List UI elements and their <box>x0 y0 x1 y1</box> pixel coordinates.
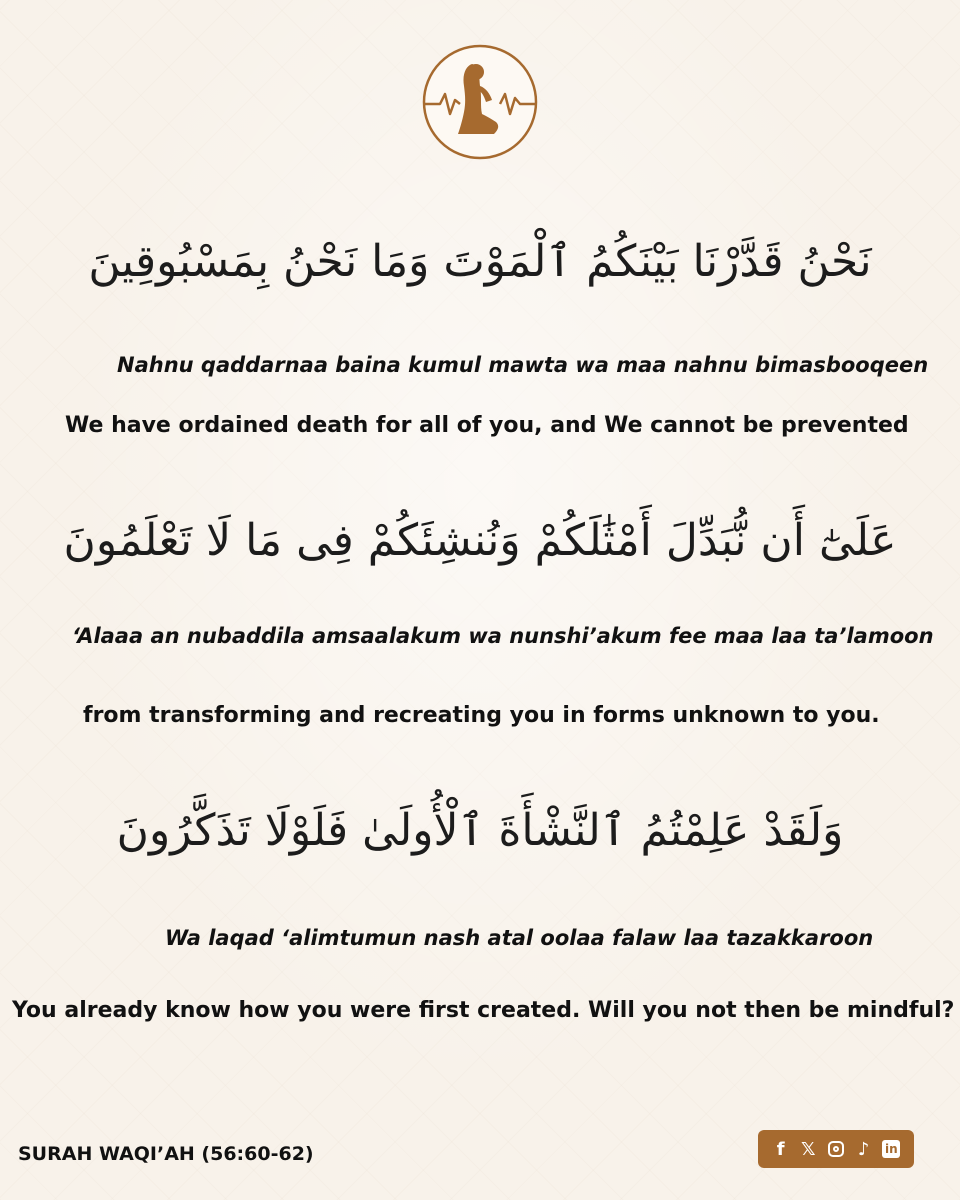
surah-reference: SURAH WAQI’AH (56:60-62) <box>18 1143 314 1165</box>
verse-3-transliteration: Wa laqad ‘alimtumun nash atal oolaa falaw laa tazakkaroon <box>165 926 874 950</box>
verse-2-translation: from transforming and recreating you in forms unknown to you. <box>83 703 880 728</box>
linkedin-icon[interactable]: in <box>880 1138 902 1160</box>
verse-1-arabic: نَحْنُ قَدَّرْنَا بَيْنَكُمُ ٱلْمَوْتَ وَمَا نَحْنُ بِمَسْبُوقِينَ <box>88 236 872 287</box>
verse-1-translation: We have ordained death for all of you, and We cannot be prevented <box>65 413 909 438</box>
facebook-icon[interactable]: f <box>776 1138 785 1160</box>
logo-praying-person-icon <box>420 42 540 162</box>
tiktok-icon[interactable]: ♪ <box>857 1138 870 1160</box>
x-icon[interactable]: 𝕏 <box>801 1138 816 1160</box>
social-links-bar <box>758 1130 914 1168</box>
verse-3-arabic: وَلَقَدْ عَلِمْتُمُ ٱلنَّشْأَةَ ٱلْأُولَىٰ فَلَوْلَا تَذَكَّرُونَ <box>116 805 844 856</box>
verse-2-transliteration: ‘Alaaa an nubaddila amsaalakum wa nunshi’akum fee maa laa ta’lamoon <box>72 624 934 648</box>
verse-3-translation: You already know how you were first created. Will you not then be mindful? <box>12 998 955 1023</box>
instagram-icon[interactable] <box>825 1138 847 1160</box>
verse-2-arabic: عَلَىٰٓ أَن نُّبَدِّلَ أَمْثَٰلَكُمْ وَنُنشِئَكُمْ فِى مَا لَا تَعْلَمُونَ <box>63 515 897 566</box>
verse-1-transliteration: Nahnu qaddarnaa baina kumul mawta wa maa nahnu bimasbooqeen <box>117 353 929 377</box>
